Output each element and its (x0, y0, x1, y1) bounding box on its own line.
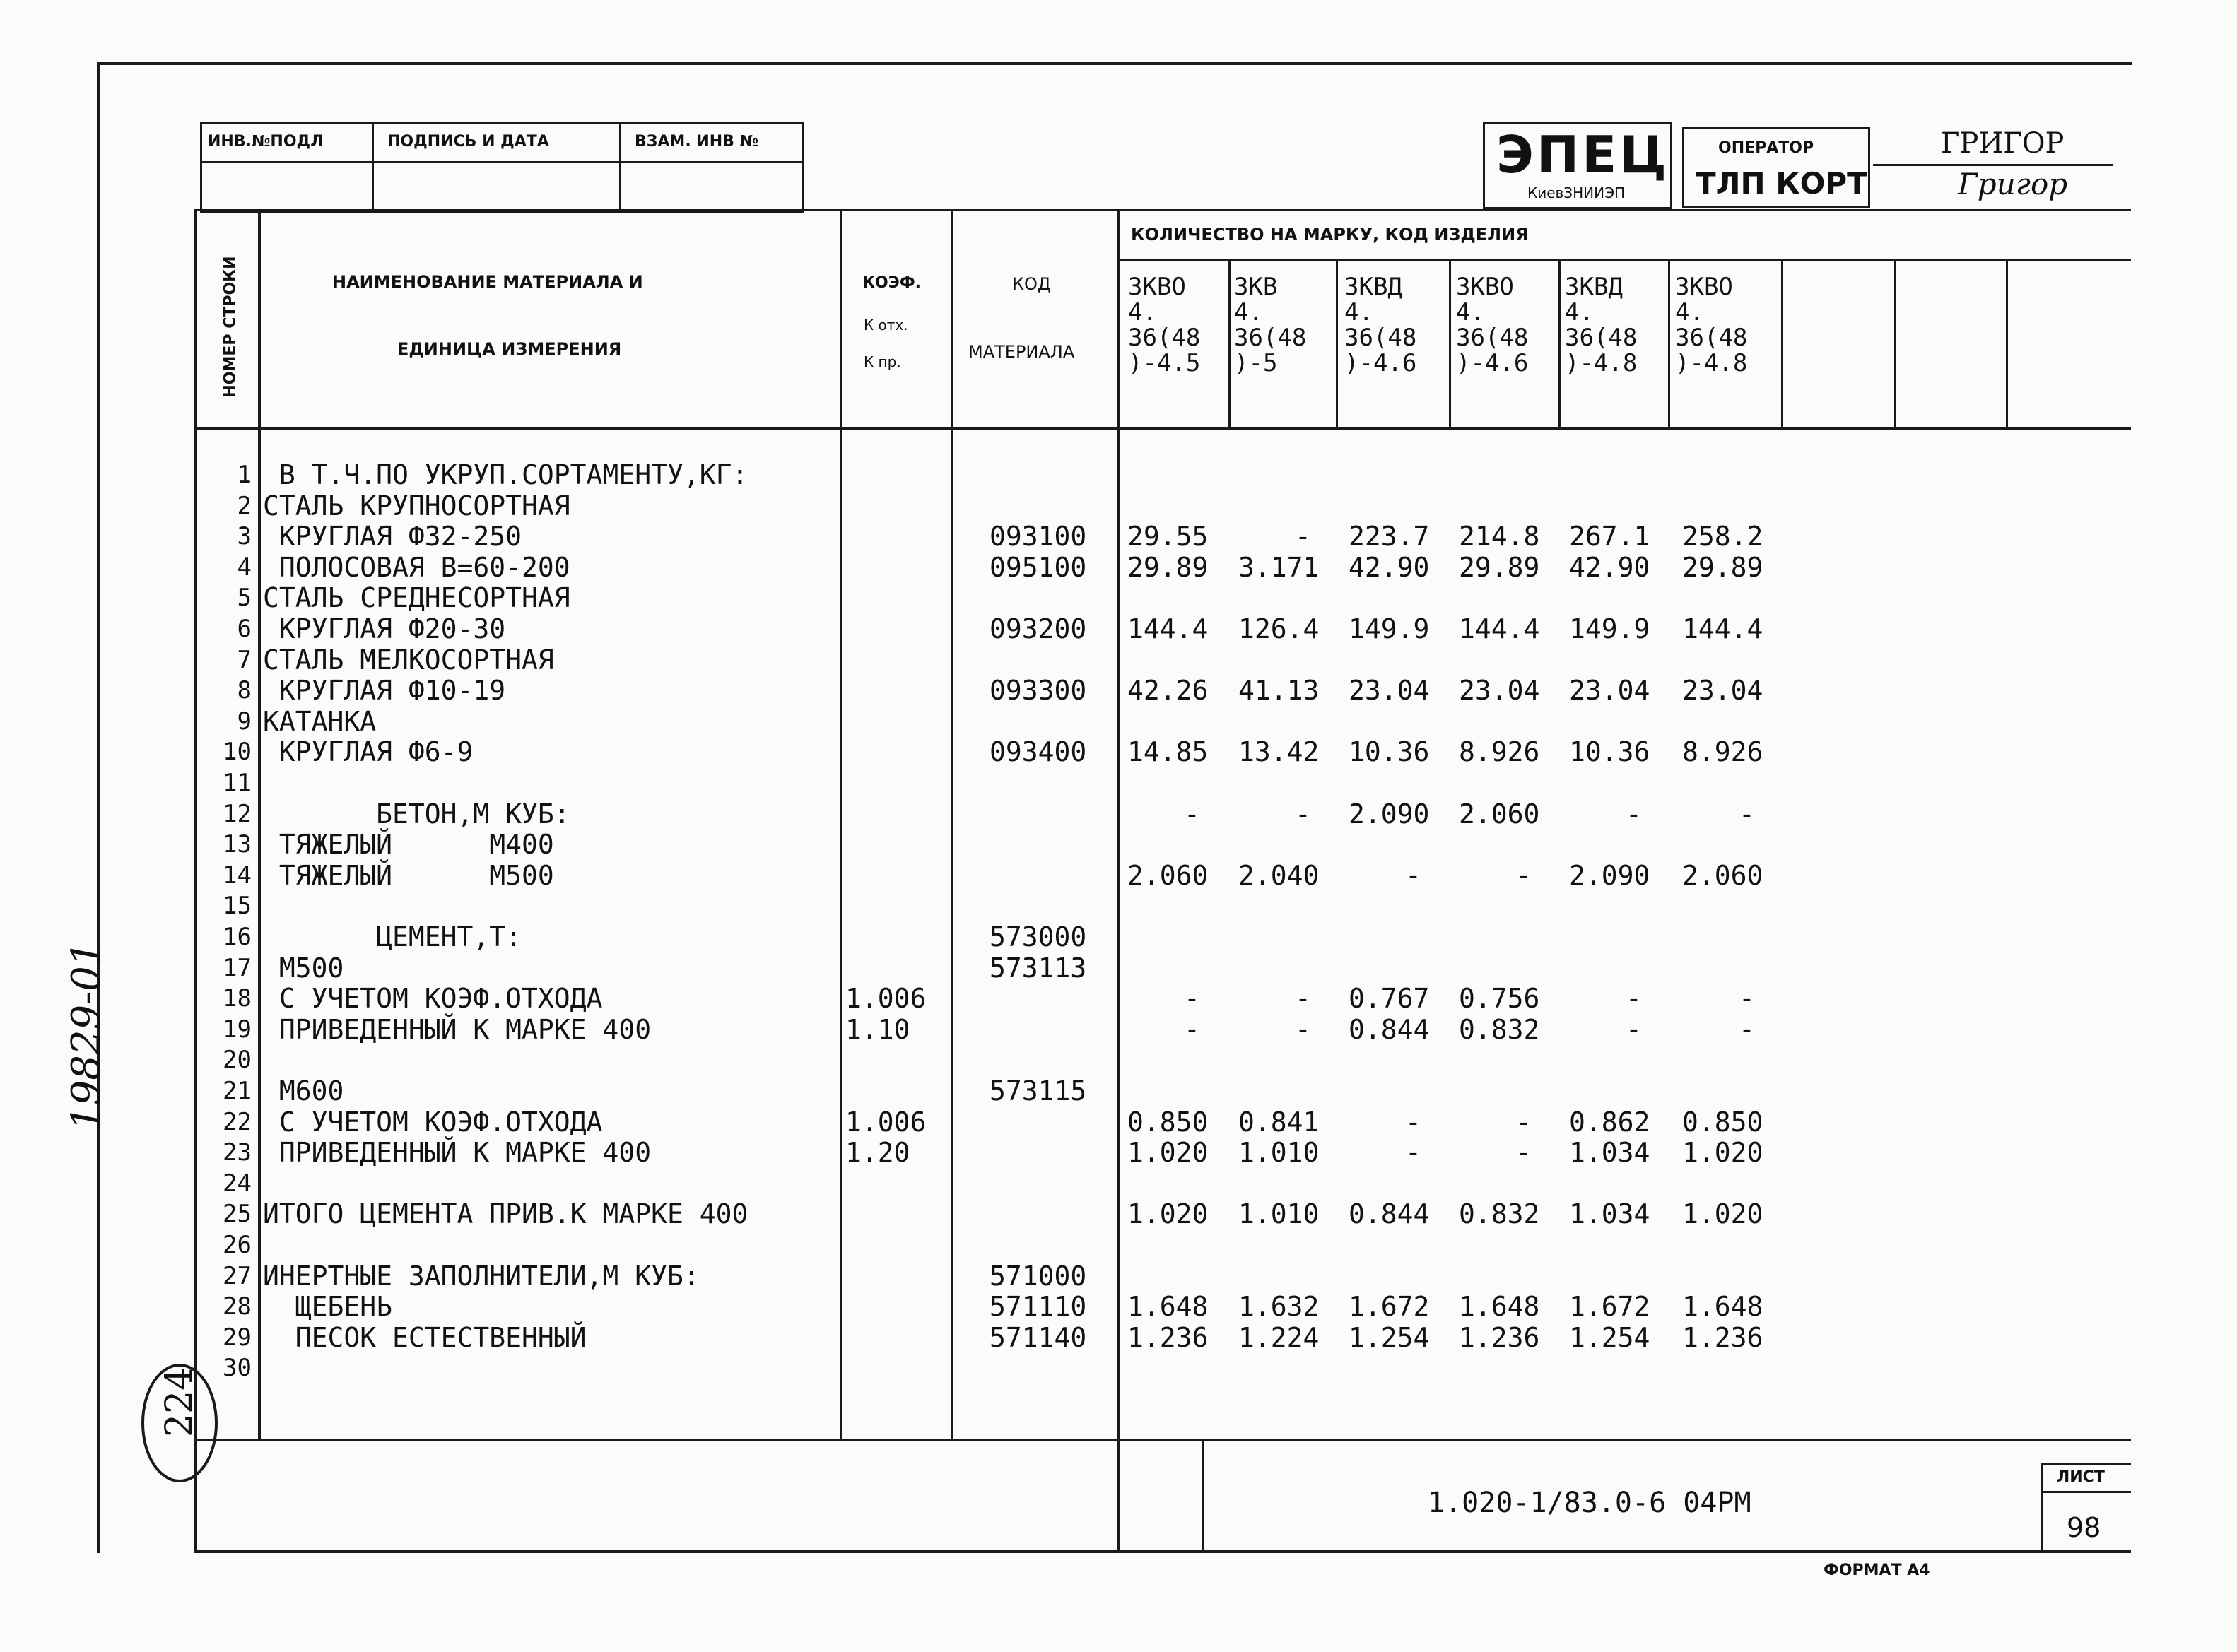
material-code: 571000 (990, 1260, 1087, 1292)
quantity-cell: 23.04 (1569, 675, 1650, 707)
row-number: 16 (223, 923, 252, 951)
quantity-cell: 1.010 (1238, 1198, 1320, 1230)
quantity-cell: - (1184, 1013, 1200, 1045)
row-number: 29 (223, 1323, 252, 1352)
stamp-top-line (194, 1439, 2131, 1441)
sheet-box-left (2041, 1463, 2043, 1552)
row-number: 17 (223, 953, 252, 982)
quantity-cell: - (1626, 983, 1642, 1015)
quantity-cell: 144.4 (1127, 613, 1209, 644)
quantity-cell: - (1515, 1137, 1532, 1169)
stamp-inv-podl: ИНВ.№ПОДЛ (208, 133, 324, 151)
quantity-cell: 126.4 (1238, 613, 1320, 644)
material-name: СТАЛЬ КРУПНОСОРТНАЯ (263, 490, 570, 521)
header-quantity: КОЛИЧЕСТВО НА МАРКУ, КОД ИЗДЕЛИЯ (1131, 225, 1529, 244)
quantity-cell: 42.90 (1569, 551, 1650, 583)
material-name: КРУГЛАЯ Ф6-9 (263, 736, 474, 768)
material-name: СТАЛЬ МЕЛКОСОРТНАЯ (263, 644, 554, 675)
quantity-cell: 1.010 (1238, 1137, 1320, 1169)
mark-header-4: 3КВО 4. 36(48 )-4.6 (1456, 273, 1529, 377)
material-code: 093300 (990, 675, 1087, 707)
operator-name: ГРИГОР (1941, 127, 2065, 160)
row-number: 28 (223, 1292, 252, 1321)
quantity-cell: 214.8 (1459, 521, 1540, 553)
material-code: 093200 (990, 613, 1087, 644)
coef-value: 1.20 (845, 1137, 910, 1169)
inner-left-border (194, 209, 197, 1553)
org-subname: КиевЗНИИЭП (1527, 184, 1626, 201)
row-number: 7 (237, 645, 252, 674)
quantity-cell: - (1184, 798, 1200, 830)
row-number: 9 (237, 707, 252, 736)
quantity-cell: 1.648 (1127, 1291, 1209, 1323)
quantity-cell: - (1295, 798, 1311, 830)
row-number: 14 (223, 861, 252, 890)
quantity-cell: 149.9 (1349, 613, 1430, 644)
header-top (194, 209, 2131, 211)
row-number: 18 (223, 984, 252, 1013)
material-name: ТЯЖЕЛЫЙ М500 (263, 859, 554, 891)
quantity-label-line (1120, 259, 2131, 261)
row-number: 4 (237, 553, 252, 582)
quantity-cell: 0.767 (1349, 983, 1430, 1015)
quantity-cell: 2.060 (1127, 859, 1209, 891)
material-code: 571140 (990, 1321, 1087, 1353)
quantity-cell: 1.648 (1682, 1291, 1763, 1323)
stamp-divider (1202, 1439, 1204, 1552)
material-code: 573000 (990, 921, 1087, 952)
quantity-cell: - (1295, 1013, 1311, 1045)
inventory-number: 19829-01 (64, 940, 110, 1131)
material-name: ПЕСОК ЕСТЕСТВЕННЫЙ (263, 1321, 587, 1353)
quantity-cell: 0.841 (1238, 1106, 1320, 1138)
quantity-cell: 8.926 (1459, 736, 1540, 768)
material-name: ЩЕБЕНЬ (263, 1291, 393, 1323)
row-number: 2 (237, 491, 252, 520)
material-code: 573113 (990, 952, 1087, 984)
left-border (97, 62, 100, 1553)
col-line-m7 (1894, 259, 1896, 430)
sheet-label: ЛИСТ (2057, 1468, 2105, 1486)
quantity-cell: 223.7 (1349, 521, 1430, 553)
row-number: 5 (237, 584, 252, 613)
row-number: 26 (223, 1231, 252, 1259)
row-number: 8 (237, 676, 252, 705)
header-coef-2: К отх. (864, 317, 908, 334)
row-number: 20 (223, 1046, 252, 1075)
quantity-cell: 1.254 (1569, 1321, 1650, 1353)
quantity-cell: 29.89 (1682, 551, 1763, 583)
sheet-box-top (2041, 1463, 2131, 1465)
operator-box (1682, 127, 1870, 208)
mark-header-5: 3КВД 4. 36(48 )-4.8 (1565, 273, 1638, 377)
stamp-vzam-inv: ВЗАМ. ИНВ № (635, 133, 759, 151)
row-number: 19 (223, 1015, 252, 1044)
material-code: 571110 (990, 1291, 1087, 1323)
top-border (97, 62, 2132, 65)
material-name: БЕТОН,М КУБ: (263, 798, 570, 830)
material-name: ПРИВЕДЕННЫЙ К МАРКЕ 400 (263, 1013, 652, 1045)
material-name: ТЯЖЕЛЫЙ М400 (263, 829, 554, 861)
mark-header-1: 3КВО 4. 36(48 )-4.5 (1128, 273, 1201, 377)
quantity-cell: 1.236 (1682, 1321, 1763, 1353)
row-number: 12 (223, 799, 252, 828)
quantity-cell: 1.020 (1127, 1137, 1209, 1169)
header-row-number: НОМЕР СТРОКИ (221, 256, 240, 398)
quantity-cell: 1.236 (1459, 1321, 1540, 1353)
material-name: М600 (263, 1075, 344, 1107)
header-material-name-2: ЕДИНИЦА ИЗМЕРЕНИЯ (397, 339, 622, 359)
quantity-cell: 267.1 (1569, 521, 1650, 553)
material-name: ИНЕРТНЫЕ ЗАПОЛНИТЕЛИ,М КУБ: (263, 1260, 700, 1292)
quantity-cell: 10.36 (1349, 736, 1430, 768)
quantity-cell: 1.632 (1238, 1291, 1320, 1323)
approval-stamp (200, 122, 804, 213)
org-logo (1483, 122, 1672, 209)
mark-header-2: 3КВ 4. 36(48 )-5 (1234, 273, 1307, 377)
material-name: В Т.Ч.ПО УКРУП.СОРТАМЕНТУ,КГ: (263, 459, 748, 490)
quantity-cell: - (1626, 1013, 1642, 1045)
quantity-cell: - (1405, 859, 1421, 891)
material-code: 093100 (990, 521, 1087, 553)
header-code-2: МАТЕРИАЛА (968, 342, 1075, 362)
operator-label: ОПЕРАТОР (1718, 139, 1814, 157)
header-coef-3: К пр. (864, 353, 901, 370)
col-line-m6 (1781, 259, 1783, 430)
quantity-cell: 0.850 (1682, 1106, 1763, 1138)
circle-stamp (141, 1364, 218, 1482)
quantity-cell: - (1739, 1013, 1755, 1045)
col-line-m8 (2006, 259, 2008, 430)
quantity-cell: 23.04 (1459, 675, 1540, 707)
quantity-cell: 2.040 (1238, 859, 1320, 891)
mark-header-3: 3КВД 4. 36(48 )-4.6 (1344, 273, 1417, 377)
sheet-number: 98 (2067, 1512, 2101, 1543)
quantity-cell: - (1515, 859, 1532, 891)
row-number: 1 (237, 461, 252, 489)
operator-signature: Григор (1958, 167, 2068, 201)
quantity-cell: 23.04 (1682, 675, 1763, 707)
quantity-cell: - (1295, 983, 1311, 1015)
bottom-border (194, 1550, 2131, 1553)
row-number: 24 (223, 1169, 252, 1198)
quantity-cell: 1.034 (1569, 1137, 1650, 1169)
material-name: С УЧЕТОМ КОЭФ.ОТХОДА (263, 1106, 603, 1138)
quantity-cell: 23.04 (1349, 675, 1430, 707)
quantity-cell: 41.13 (1238, 675, 1320, 707)
quantity-cell: - (1626, 798, 1642, 830)
quantity-cell: 1.672 (1569, 1291, 1650, 1323)
circle-number: 224 (158, 1367, 201, 1437)
quantity-cell: - (1515, 1106, 1532, 1138)
quantity-cell: 149.9 (1569, 613, 1650, 644)
material-code: 573115 (990, 1075, 1087, 1107)
quantity-cell: 2.090 (1569, 859, 1650, 891)
row-number: 25 (223, 1200, 252, 1229)
col-line-coef (951, 209, 953, 1439)
col-line-m4 (1558, 259, 1561, 430)
col-line-rownum (258, 209, 261, 1439)
coef-value: 1.006 (845, 1106, 927, 1138)
quantity-cell: - (1739, 983, 1755, 1015)
material-name: ИТОГО ЦЕМЕНТА ПРИВ.К МАРКЕ 400 (263, 1198, 748, 1230)
quantity-cell: 0.844 (1349, 1013, 1430, 1045)
quantity-cell: 1.020 (1682, 1198, 1763, 1230)
quantity-cell: 1.020 (1127, 1198, 1209, 1230)
col-line-m3 (1449, 259, 1451, 430)
row-number: 27 (223, 1261, 252, 1290)
header-bottom (194, 427, 2131, 430)
operator-name-box (1873, 127, 2113, 203)
row-number: 15 (223, 892, 252, 921)
row-number: 10 (223, 738, 252, 767)
row-number: 22 (223, 1107, 252, 1136)
row-number: 6 (237, 615, 252, 643)
sheet-box-mid (2041, 1491, 2131, 1493)
row-number: 11 (223, 769, 252, 797)
coef-value: 1.10 (845, 1013, 910, 1045)
document-code: 1.020-1/83.0-6 04РМ (1428, 1487, 1751, 1519)
material-name: ПРИВЕДЕННЫЙ К МАРКЕ 400 (263, 1137, 652, 1169)
quantity-cell: 258.2 (1682, 521, 1763, 553)
col-line-name (840, 209, 842, 1439)
quantity-cell: 0.832 (1459, 1013, 1540, 1045)
material-name: КАТАНКА (263, 705, 377, 737)
coef-value: 1.006 (845, 983, 927, 1015)
format-label: ФОРМАТ А4 (1824, 1562, 1930, 1579)
row-number: 21 (223, 1077, 252, 1105)
org-name: ЭПЕЦ (1496, 125, 1670, 184)
material-name: ПОЛОСОВАЯ В=60-200 (263, 551, 570, 583)
material-name: М500 (263, 952, 344, 984)
header-code-1: КОД (1012, 274, 1051, 294)
quantity-cell: - (1405, 1106, 1421, 1138)
quantity-cell: 0.844 (1349, 1198, 1430, 1230)
col-line-m2 (1336, 259, 1338, 430)
quantity-cell: 3.171 (1238, 551, 1320, 583)
quantity-cell: 29.55 (1127, 521, 1209, 553)
row-number: 30 (223, 1354, 252, 1383)
quantity-cell: 1.254 (1349, 1321, 1430, 1353)
material-name: СТАЛЬ СРЕДНЕСОРТНАЯ (263, 582, 570, 614)
quantity-cell: - (1405, 1137, 1421, 1169)
quantity-cell: 42.26 (1127, 675, 1209, 707)
quantity-cell: 0.832 (1459, 1198, 1540, 1230)
quantity-cell: 1.020 (1682, 1137, 1763, 1169)
row-number: 13 (223, 830, 252, 859)
quantity-cell: 14.85 (1127, 736, 1209, 768)
quantity-cell: 10.36 (1569, 736, 1650, 768)
material-code: 093400 (990, 736, 1087, 768)
quantity-cell: 1.236 (1127, 1321, 1209, 1353)
quantity-cell: - (1739, 798, 1755, 830)
col-line-m5 (1668, 259, 1670, 430)
quantity-cell: 2.060 (1459, 798, 1540, 830)
quantity-cell: 1.224 (1238, 1321, 1320, 1353)
quantity-cell: 1.034 (1569, 1198, 1650, 1230)
quantity-cell: 2.060 (1682, 859, 1763, 891)
quantity-cell: 29.89 (1459, 551, 1540, 583)
quantity-cell: 42.90 (1349, 551, 1430, 583)
quantity-cell: 1.672 (1349, 1291, 1430, 1323)
quantity-cell: 29.89 (1127, 551, 1209, 583)
material-name: КРУГЛАЯ Ф20-30 (263, 613, 506, 644)
quantity-cell: 1.648 (1459, 1291, 1540, 1323)
material-name: С УЧЕТОМ КОЭФ.ОТХОДА (263, 983, 603, 1015)
col-line-m1 (1228, 259, 1231, 430)
quantity-cell: 2.090 (1349, 798, 1430, 830)
quantity-cell: - (1184, 983, 1200, 1015)
quantity-cell: 0.850 (1127, 1106, 1209, 1138)
quantity-cell: 0.756 (1459, 983, 1540, 1015)
material-code: 095100 (990, 551, 1087, 583)
row-number: 3 (237, 522, 252, 551)
material-name: КРУГЛАЯ Ф32-250 (263, 521, 522, 553)
header-material-name-1: НАИМЕНОВАНИЕ МАТЕРИАЛА И (332, 272, 643, 292)
row-number: 23 (223, 1138, 252, 1167)
col-line-code (1117, 209, 1120, 1550)
mark-header-6: 3КВО 4. 36(48 )-4.8 (1675, 273, 1748, 377)
quantity-cell: - (1295, 521, 1311, 553)
material-name: КРУГЛАЯ Ф10-19 (263, 675, 506, 707)
quantity-cell: 0.862 (1569, 1106, 1650, 1138)
quantity-cell: 144.4 (1682, 613, 1763, 644)
quantity-cell: 13.42 (1238, 736, 1320, 768)
operator-dept: ТЛП КОРТ (1696, 166, 1867, 201)
quantity-cell: 8.926 (1682, 736, 1763, 768)
material-name: ЦЕМЕНТ,Т: (263, 921, 522, 952)
stamp-signature-date: ПОДПИСЬ И ДАТА (387, 133, 549, 151)
header-coef-1: КОЭФ. (862, 274, 922, 292)
quantity-cell: 144.4 (1459, 613, 1540, 644)
